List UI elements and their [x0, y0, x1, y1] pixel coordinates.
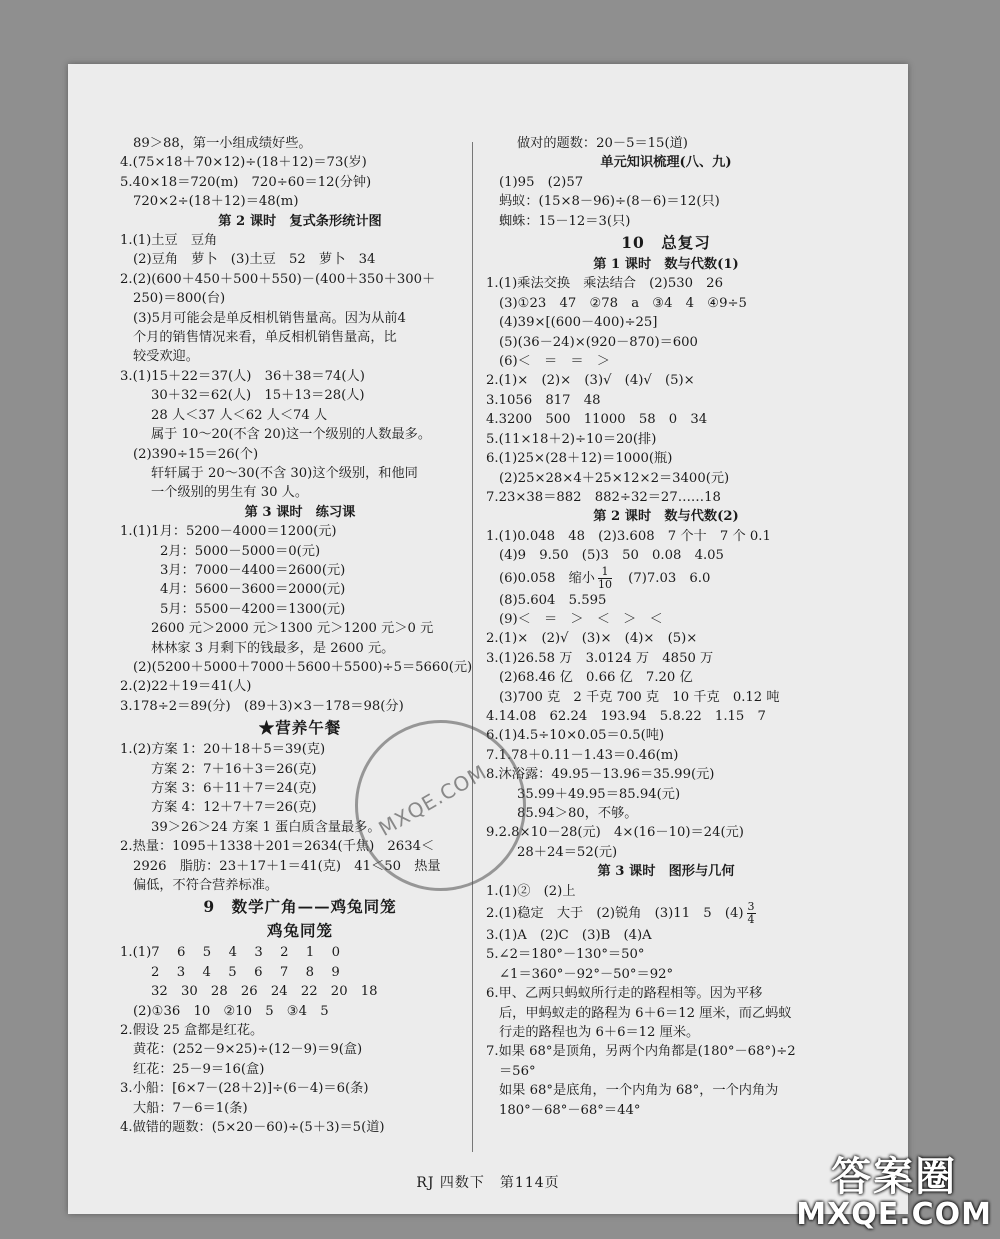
answer-line: ＝56°: [499, 1063, 536, 1079]
answer-line: 2 3 4 5 6 7 8 9: [151, 964, 340, 980]
answer-line: 250)＝800(台): [133, 291, 226, 307]
answer-line: 属于 10～20(不含 20)这一个级别的人数最多。: [151, 427, 432, 443]
answer-line: ∠1＝360°－92°－50°＝92°: [499, 966, 674, 982]
answer-line: 3.1056 817 48: [486, 392, 601, 408]
answer-line: (4)9 9.50 (5)3 50 0.08 4.05: [499, 548, 724, 564]
answer-line: (2)390÷15＝26(个): [133, 446, 259, 462]
answer-line: 如果 68°是底角，一个内角为 68°，一个内角为: [499, 1083, 779, 1099]
answer-line: (2)(5200＋5000＋7000＋5600＋5500)÷5＝5660(元): [133, 659, 473, 675]
answer-line: 8.沐浴露：49.95－13.96＝35.99(元): [486, 767, 715, 783]
answer-line: (6)＜ ＝ ＝ ＞: [499, 354, 610, 370]
answer-line: 大船：7－6＝1(条): [133, 1100, 248, 1116]
answer-line: 黄花：(252－9×25)÷(12－9)＝9(盒): [133, 1042, 363, 1058]
answer-line: 第 3 课时 练习课: [244, 504, 356, 520]
answer-line: 2月：5000－5000＝0(元): [160, 543, 321, 559]
answer-line: 1.(2)方案 1：20＋18＋5＝39(克): [120, 742, 326, 758]
logo-text-cn: 答案圈: [831, 1154, 958, 1200]
answer-line: 方案 4：12＋7＋7＝26(克): [151, 800, 317, 816]
answer-line: 2.(2)(600＋450＋500＋550)－(400＋350＋300＋: [120, 271, 436, 287]
answer-line: 3月：7000－4400＝2600(元): [160, 562, 346, 578]
answer-line: 5.(11×18＋2)÷10＝20(排): [486, 431, 657, 447]
answer-line: 方案 2：7＋16＋3＝26(克): [151, 761, 317, 777]
answer-line: 35.99＋49.95＝85.94(元): [517, 786, 681, 802]
answer-line: (8)5.604 5.595: [499, 592, 607, 608]
answer-line: 4.做错的题数：(5×20－60)÷(5＋3)＝5(道): [120, 1120, 385, 1136]
answer-line: 蚂蚁：(15×8－96)÷(8－6)＝12(只): [499, 194, 720, 210]
answer-line: 3.(1)A (2)C (3)B (4)A: [486, 928, 652, 944]
answer-line: 32 30 28 26 24 22 20 18: [151, 984, 378, 1000]
answer-line: 85.94＞80，不够。: [517, 806, 638, 821]
answer-line: 单元知识梳理(八、九): [600, 155, 732, 171]
answer-line: 1.(1)0.048 48 (2)3.608 7 个十 7 个 0.1: [486, 528, 771, 544]
answer-line: 5.40×18＝720(m) 720÷60＝12(分钟): [120, 174, 372, 190]
answer-line: 7.23×38＝882 882÷32＝27……18: [486, 489, 721, 505]
answer-line: 1.(1)1月：5200－4000＝1200(元): [120, 524, 337, 540]
answer-line: 第 1 课时 数与代数(1): [593, 257, 739, 273]
answer-line: 9.2.8×10－28(元) 4×(16－10)＝24(元): [486, 825, 744, 841]
answer-line: 个月的销售情况来看，单反相机销售量高，比: [133, 330, 397, 346]
answer-line: 2.(1)稳定 大于 (2)锐角 (3)11 5 (4) $\frac{3}{4}$: [486, 900, 755, 927]
answer-line: (1)95 (2)57: [499, 174, 584, 190]
answer-line: 4.14.08 62.24 193.94 5.8.22 1.15 7: [486, 708, 766, 724]
answer-line: (2)68.46 亿 0.66 亿 7.20 亿: [499, 670, 693, 686]
answer-line: 3.(1)15＋22＝37(人) 36＋38＝74(人): [120, 368, 365, 384]
answer-line: 3.(1)26.58 万 3.0124 万 4850 万: [486, 650, 714, 666]
answer-line: 红花：25－9＝16(盒): [133, 1061, 265, 1077]
answer-line: 做对的题数：20－5＝15(道): [517, 136, 688, 151]
answer-line: 第 3 课时 图形与几何: [597, 864, 735, 880]
answer-line: 28 人＜37 人＜62 人＜74 人: [151, 407, 328, 423]
answer-line: 2.(1)× (2)√ (3)× (4)× (5)×: [486, 631, 698, 647]
answer-line: 蜘蛛：15－12＝3(只): [499, 213, 631, 229]
answer-line: (3)5月可能会是单反相机销售量高。因为从前4: [133, 310, 406, 326]
answer-line: 1.(1)乘法交换 乘法结合 (2)530 26: [486, 276, 723, 292]
answer-line: 180°－68°－68°＝44°: [499, 1102, 641, 1118]
answer-line: 第 2 课时 数与代数(2): [593, 509, 739, 525]
answer-line: 39＞26＞24 方案 1 蛋白质含量最多。: [151, 819, 381, 835]
answer-line: 3.小船：[6×7－(28＋2)]÷(6－4)＝6(条): [120, 1081, 369, 1097]
answer-line: 30＋32＝62(人) 15＋13＝28(人): [151, 388, 365, 404]
answer-line: (3)700 克 2 千克 700 克 10 千克 0.12 吨: [499, 689, 780, 705]
answer-line: 1.(1)7 6 5 4 3 2 1 0: [120, 945, 341, 961]
answer-line: (2)豆角 萝卜 (3)土豆 52 萝卜 34: [133, 252, 376, 268]
answer-line: 3.178÷2＝89(分) (89＋3)×3－178＝98(分): [120, 698, 404, 714]
answer-line: 后，甲蚂蚁走的路程为 6＋6＝12 厘米，而乙蚂蚁: [499, 1005, 792, 1021]
column-divider: [472, 142, 473, 1152]
answer-line: 720×2÷(18＋12)＝48(m): [133, 194, 299, 210]
answer-line: 1.(1)② (2)上: [486, 883, 576, 899]
answer-line: 1.(1)土豆 豆角: [120, 233, 218, 249]
answer-line: (2)25×28×4＋25×12×2＝3400(元): [499, 470, 730, 486]
answer-line: 行走的路程也为 6＋6＝12 厘米。: [499, 1025, 700, 1041]
fraction: $\frac{3}{4}$: [747, 900, 755, 927]
answer-line: (3)①23 47 ②78 a ③4 4 ④9÷5: [499, 295, 747, 311]
answer-line: 4.3200 500 11000 58 0 34: [486, 412, 708, 428]
answer-line: 2.假设 25 盒都是红花。: [120, 1023, 264, 1039]
page-footer: RJ 四数下 第114页: [416, 1175, 560, 1191]
answer-line: 方案 3：6＋11＋7＝24(克): [151, 781, 317, 796]
answer-line: 较受欢迎。: [133, 349, 199, 365]
answer-line: 10 总复习: [621, 233, 711, 253]
book-page: [68, 64, 908, 1214]
answer-line: 2.热量：1095＋1338＋201＝2634(千焦) 2634＜: [120, 839, 435, 855]
answer-line: (5)(36－24)×(920－870)＝600: [499, 334, 698, 350]
right-column: [486, 134, 846, 1120]
answer-line: 偏低，不符合营养标准。: [133, 878, 279, 894]
answer-line: 2926 脂肪：23＋17＋1＝41(克) 41＜50 热量: [133, 858, 441, 874]
site-logo: [796, 1155, 992, 1231]
answer-line: (4)39×[(600－400)÷25]: [499, 315, 658, 331]
left-column: [120, 134, 480, 1138]
answer-line: 第 2 课时 复式条形统计图: [218, 213, 382, 229]
answer-line: 轩轩属于 20～30(不含 30)这个级别，和他同: [151, 465, 418, 481]
answer-line: 5月：5500－4200＝1300(元): [160, 601, 346, 617]
fraction: $\frac{1}{10}$: [598, 564, 612, 591]
answer-line: 89＞88，第一小组成绩好些。: [133, 136, 312, 151]
answer-line: 一个级别的男生有 30 人。: [151, 485, 309, 501]
answer-line: 6.甲、乙两只蚂蚁所行走的路程相等。因为平移: [486, 986, 763, 1002]
answer-line: 9 数学广角——鸡兔同笼: [203, 897, 397, 917]
answer-line: ★营养午餐: [258, 718, 342, 738]
answer-line: 5.∠2＝180°－130°＝50°: [486, 947, 645, 963]
answer-line: (9)＜ ＝ ＞ ＜ ＞ ＜: [499, 611, 663, 627]
answer-line: 7.如果 68°是顶角，另两个内角都是(180°－68°)÷2: [486, 1044, 796, 1060]
logo-text-en: MXQE.COM: [796, 1197, 992, 1232]
answer-line: 6.(1)4.5÷10×0.05＝0.5(吨): [486, 728, 665, 744]
watermark-text: MXQE.COM: [374, 759, 491, 841]
answer-line: (6)0.058 缩小 $\frac{1}{10}$ (7)7.03 6.0: [499, 564, 711, 591]
answer-line: 6.(1)25×(28＋12)＝1000(瓶): [486, 451, 673, 467]
answer-line: 鸡兔同笼: [266, 921, 333, 941]
answer-line: 4月：5600－3600＝2000(元): [160, 582, 346, 598]
answer-line: 2.(1)× (2)× (3)√ (4)√ (5)×: [486, 373, 695, 389]
answer-line: (2)①36 10 ②10 5 ③4 5: [133, 1003, 329, 1019]
answer-line: 4.(75×18＋70×12)÷(18＋12)＝73(岁): [120, 155, 367, 171]
answer-line: 7.1.78＋0.11－1.43＝0.46(m): [486, 747, 679, 763]
answer-line: 2.(2)22＋19＝41(人): [120, 679, 252, 695]
answer-line: 林林家 3 月剩下的钱最多，是 2600 元。: [151, 640, 395, 656]
answer-line: 2600 元＞2000 元＞1300 元＞1200 元＞0 元: [151, 621, 434, 637]
answer-line: 28＋24＝52(元): [517, 844, 618, 860]
